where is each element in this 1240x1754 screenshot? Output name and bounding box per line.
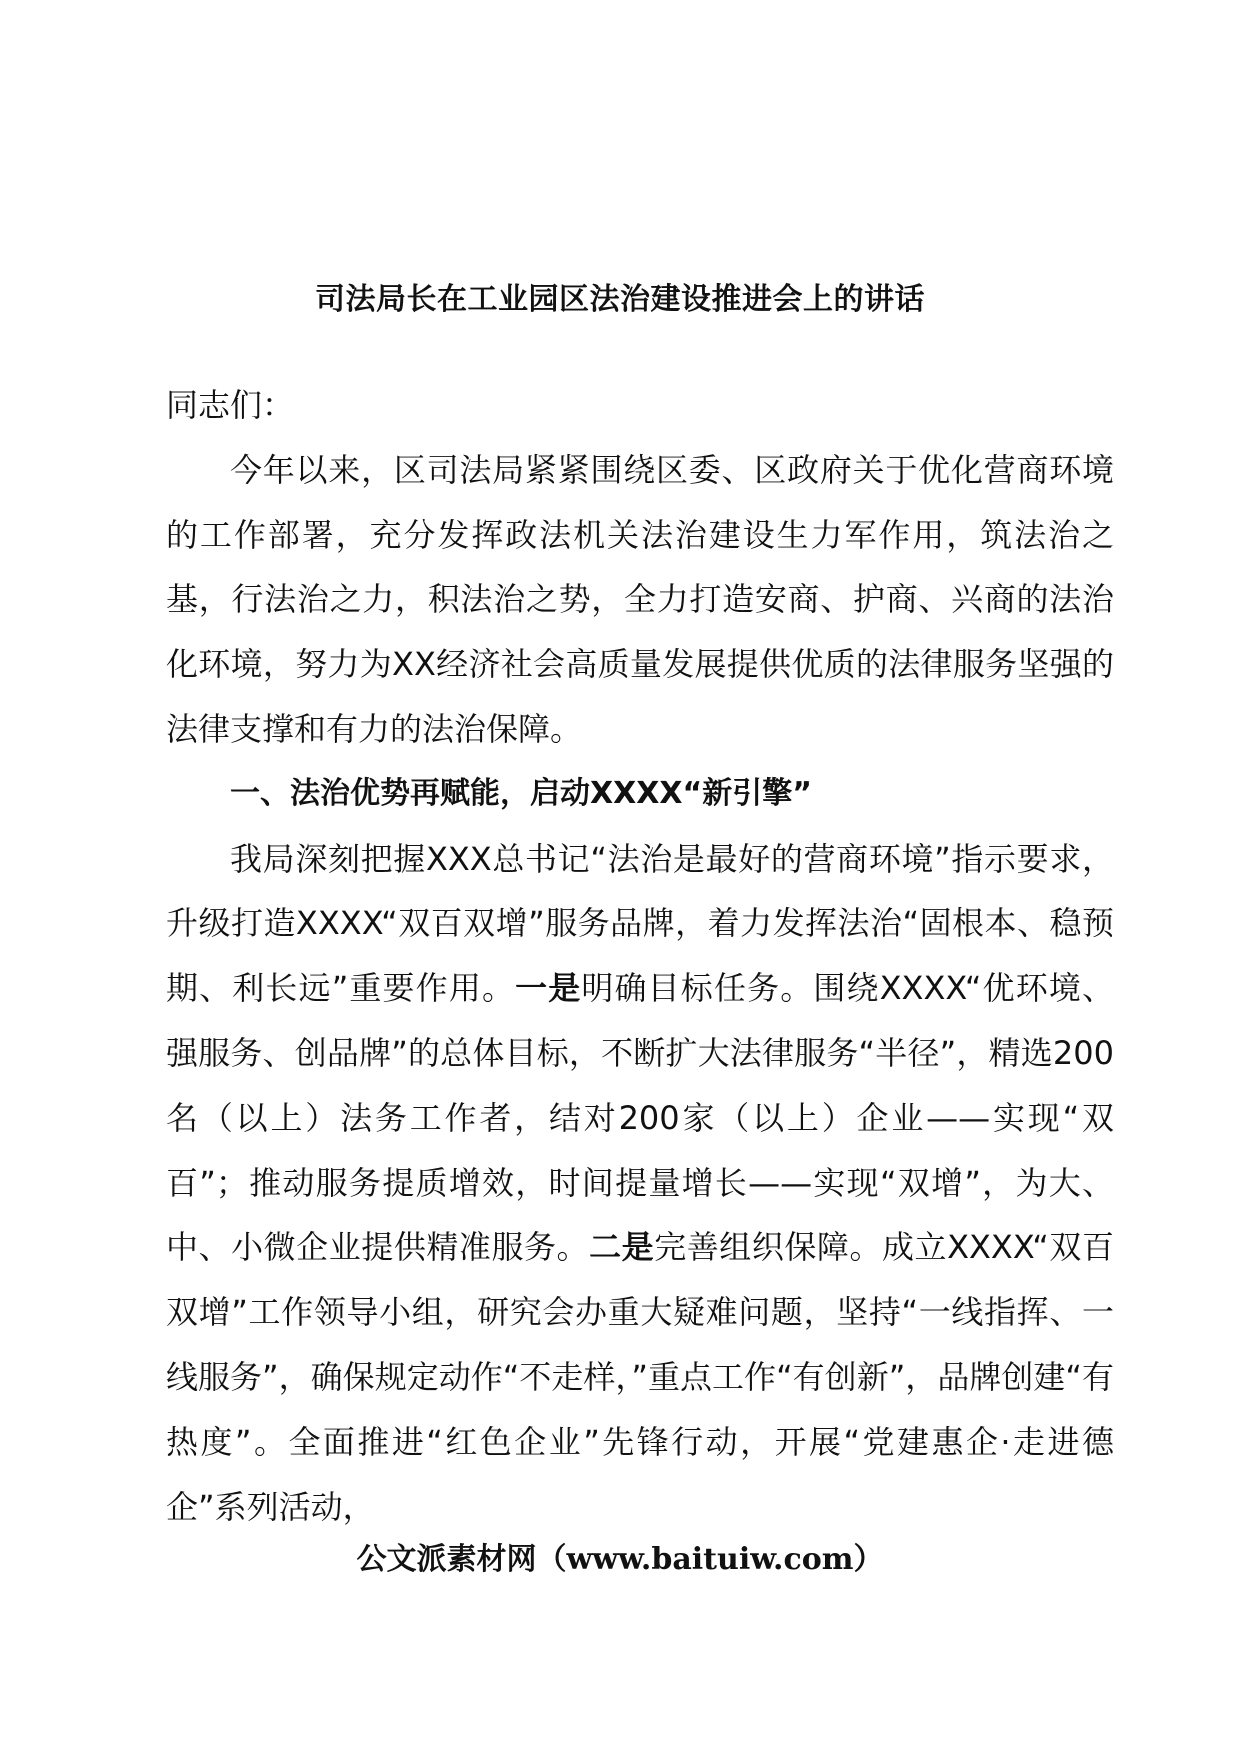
document-body — [166, 373, 1114, 1539]
footer-watermark: 公文派素材网（www.baituiw.com） — [356, 1542, 884, 1577]
section-heading-1: 一、法治优势再赋能，启动XXXX“新引擎” — [230, 775, 812, 811]
paragraph-section-1 — [166, 827, 1114, 1540]
bold-marker-first: 一是 — [515, 969, 582, 1008]
paragraph-intro: 今年以来，区司法局紧紧围绕区委、区政府关于优化营商环境的工作部署，充分发挥政法机关法治建设生力军作用，筑法治之基，行法治之力，积法治之势，全力打造安商、护商、兴商的法治化环境，努力为XX经济社会高质量发展提供优质的法律服务坚强的法律支撑和有力的法治保障。 — [166, 450, 1114, 748]
bold-marker-second: 二是 — [589, 1228, 655, 1267]
document-title: 司法局长在工业园区法治建设推进会上的讲话 — [315, 282, 925, 317]
paragraph-text: 明确目标任务。围绕XXXX“优环境、强服务、创品牌”的总体目标，不断扩大法律服务“半径”，精选200名（以上）法务工作者，结对200家（以上）企业——实现“双百”；推动服务提质增效，时间提量增长——实现“双增”，为大、中、小微企业提供精准服务。 — [166, 969, 1114, 1267]
paragraph-text: 完善组织保障。成立XXXX“双百双增”工作领导小组，研究会办重大疑难问题，坚持“一线指挥、一线服务”，确保规定动作“不走样，”重点工作“有创新”，品牌创建“有热度”。全面推进“红色企业”先锋行动，开展“党建惠企·走进德企”系列活动， — [166, 1228, 1114, 1526]
salutation: 同志们： — [166, 386, 295, 424]
paragraph-text: 我局深刻把握XXX总书记“法治是最好的营商环境”指示要求，升级打造XXXX“双百双增”服务品牌，着力发挥法治“固根本、稳预期、利长远”重要作用。 — [166, 839, 1114, 1008]
